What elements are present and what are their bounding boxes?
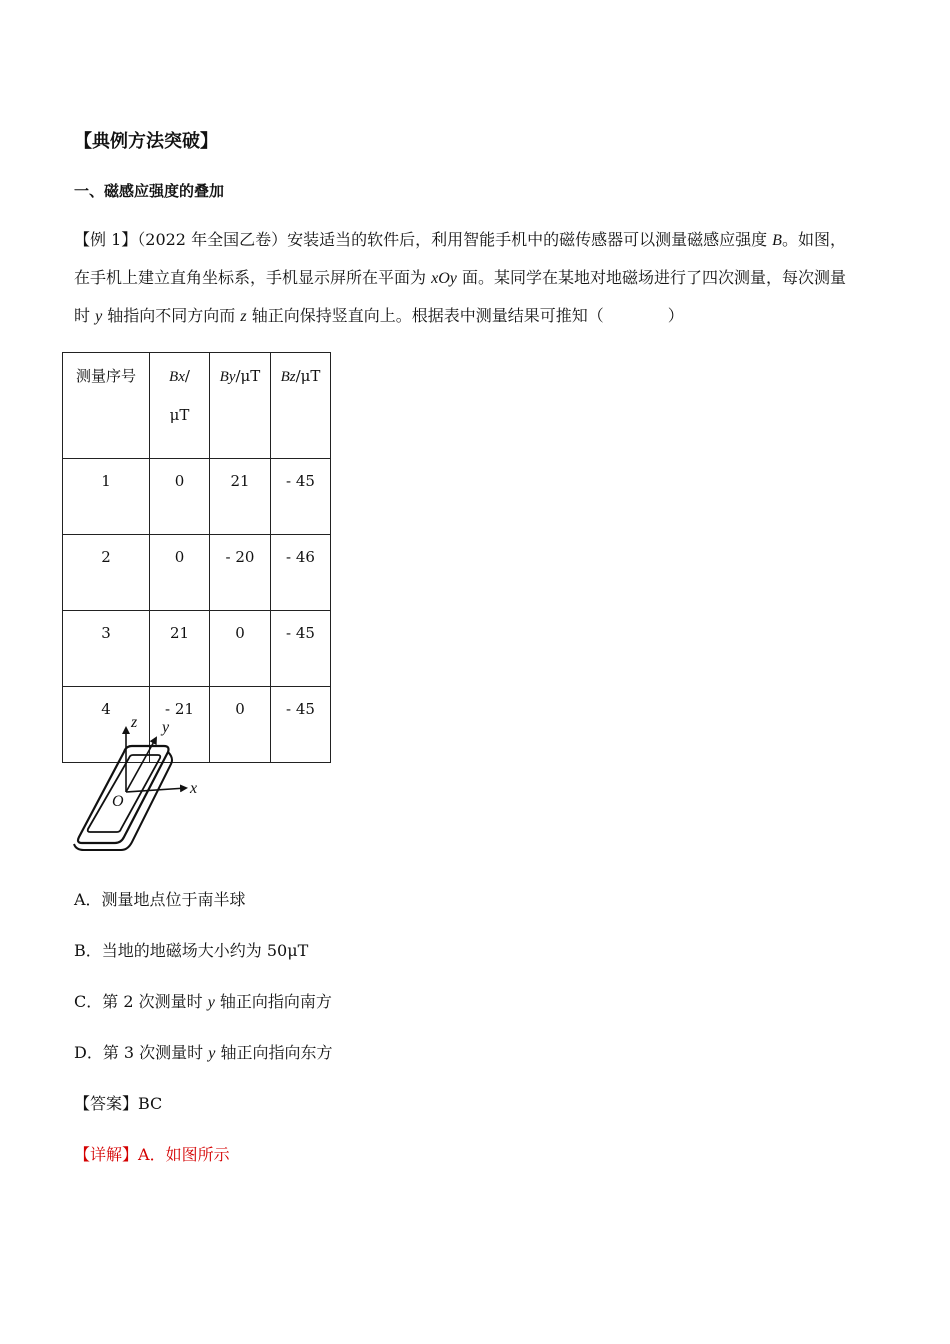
- coordinate-axes: [126, 728, 186, 792]
- measurement-table: [62, 352, 331, 763]
- table-cell: 21: [210, 459, 271, 535]
- option-a: A．测量地点位于南半球: [74, 890, 246, 909]
- question-var: y: [95, 308, 103, 325]
- section-title: 【典例方法突破】: [74, 131, 218, 152]
- question-line-2: [74, 268, 846, 289]
- option-var: y: [208, 1045, 216, 1062]
- table-cell: 4: [63, 687, 150, 763]
- header-unit: /: [184, 367, 190, 385]
- table-cell: 21: [150, 611, 210, 687]
- phone-axes-figure: [66, 712, 216, 854]
- question-var: B: [772, 232, 782, 249]
- table-cell: 0: [150, 459, 210, 535]
- question-text: 在手机上建立直角坐标系，手机显示屏所在平面为: [74, 268, 432, 287]
- x-axis-arrow: [126, 788, 186, 792]
- table-cell: 0: [210, 611, 271, 687]
- table-row: [63, 459, 331, 535]
- origin-label: O: [112, 793, 124, 810]
- question-text: 面。某同学在某地对地磁场进行了四次测量，每次测量: [456, 268, 846, 287]
- header-unit: /μT: [235, 367, 261, 385]
- table-cell: - 46: [271, 535, 331, 611]
- question-text: 时: [74, 306, 96, 325]
- header-var: By: [219, 369, 236, 385]
- header-cell: [210, 353, 271, 459]
- option-text: C．第 2 次测量时: [74, 992, 208, 1011]
- question-text: 轴指向不同方向而: [102, 306, 241, 325]
- header-cell: [271, 353, 331, 459]
- option-text: 轴正向指向南方: [214, 992, 332, 1011]
- table-cell: 0: [150, 535, 210, 611]
- table-cell: 2: [63, 535, 150, 611]
- question-text: 【例 1】（2022 年全国乙卷）安装适当的软件后，利用智能手机中的磁传感器可以测量磁感应强度: [74, 230, 773, 249]
- table-cell: - 21: [150, 687, 210, 763]
- question-line-3: [74, 306, 684, 327]
- option-var: y: [207, 994, 215, 1011]
- table-cell: - 45: [271, 611, 331, 687]
- z-axis-label: z: [131, 714, 138, 731]
- option-text: D．第 3 次测量时: [74, 1043, 209, 1062]
- table-cell: 1: [63, 459, 150, 535]
- detail: [74, 1145, 230, 1165]
- table-cell: - 45: [271, 459, 331, 535]
- table-cell: 0: [210, 687, 271, 763]
- header-cell: [63, 353, 150, 459]
- header-var: Bx: [169, 369, 185, 385]
- question-var: xOy: [431, 270, 457, 287]
- y-axis-label: y: [162, 719, 170, 736]
- table-cell: 3: [63, 611, 150, 687]
- header-cell: [150, 353, 210, 459]
- header-unit: μT: [169, 406, 190, 424]
- table-header-row: [63, 353, 331, 459]
- table-cell: - 45: [271, 687, 331, 763]
- question-text: 轴正向保持竖直向上。根据表中测量结果可推知（ ）: [246, 306, 684, 325]
- answer: 【答案】BC: [74, 1094, 163, 1113]
- question-text: 。如图，: [781, 230, 846, 249]
- subsection-title: 一、磁感应强度的叠加: [74, 182, 225, 200]
- question-var: z: [240, 308, 247, 325]
- question-line-1: [74, 230, 846, 251]
- x-axis-label: x: [190, 780, 198, 797]
- detail-text: A．如图所示: [138, 1145, 230, 1164]
- option-d: [74, 1043, 332, 1064]
- detail-tag: 【详解】: [74, 1145, 139, 1164]
- header-label: 测量序号: [75, 367, 136, 385]
- option-b: B．当地的地磁场大小约为 50μT: [74, 941, 309, 960]
- header-unit: /μT: [295, 367, 321, 385]
- table-cell: - 20: [210, 535, 271, 611]
- option-text: 轴正向指向东方: [215, 1043, 333, 1062]
- table-row: [63, 611, 331, 687]
- option-c: [74, 992, 332, 1013]
- header-var: Bz: [280, 369, 296, 385]
- table-row: [63, 535, 331, 611]
